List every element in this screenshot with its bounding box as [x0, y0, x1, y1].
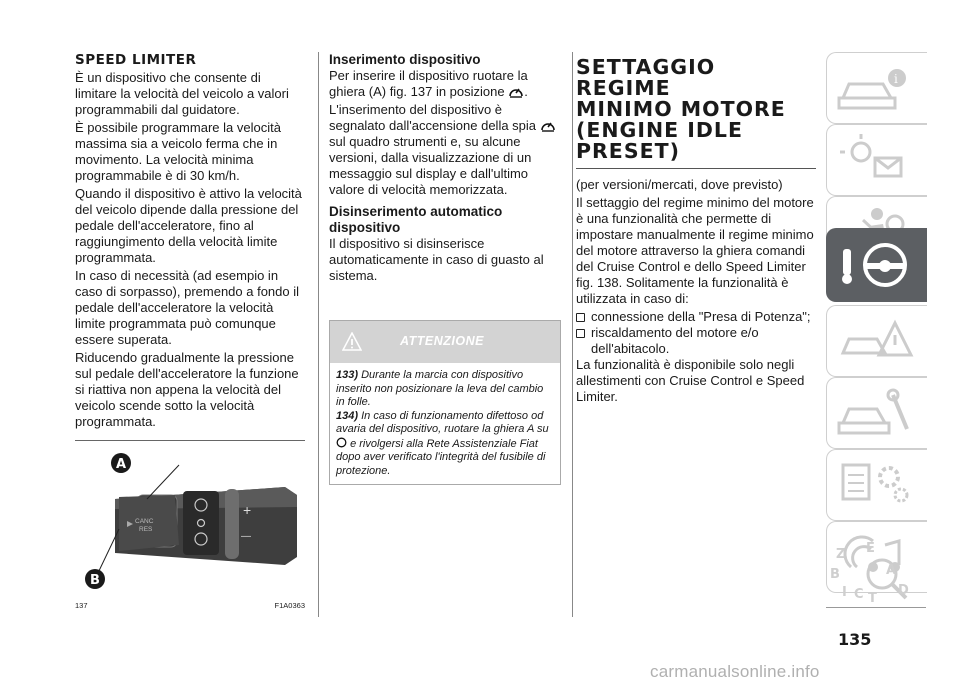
speed-limiter-warning-light-icon — [540, 119, 556, 132]
figure-divider — [75, 440, 305, 441]
tab-warning-lights[interactable] — [826, 124, 927, 196]
paragraph: È possibile programmare la velocità massima sia a veicolo ferma che in movimento. La velocità minima programmabile è di 30 km/h. — [75, 120, 281, 183]
warning-item-text: Durante la marcia con dispositivo inserito non posizionare la leva del cambio in folle. — [336, 369, 544, 408]
tab-maintenance[interactable] — [826, 377, 927, 449]
warning-item-number: 134) — [336, 409, 359, 422]
bullet-text: connessione della "Presa di Potenza"; — [591, 309, 811, 324]
bullet-item — [576, 309, 816, 325]
tab-emergency[interactable] — [826, 305, 927, 377]
subheading-line: dispositivo — [329, 220, 401, 235]
svg-text:i: i — [894, 72, 898, 86]
steering-wheel-key-icon — [833, 235, 923, 295]
title-line: SETTAGGIO REGIME — [576, 55, 716, 100]
warning-body — [330, 363, 560, 484]
technical-data-icon — [833, 455, 923, 515]
figure-number: 137 — [75, 601, 88, 610]
warning-box — [329, 320, 561, 485]
speed-limiter-icon — [508, 85, 524, 98]
paragraph — [329, 68, 561, 100]
paragraph-text: Per inserire il dispositivo ruotare la ghiera (A) fig. 137 in posizione — [329, 68, 528, 99]
paragraph: Il dispositivo si disinserisce automaticamente in caso di guasto al sistema. — [329, 236, 544, 283]
paragraph: (per versioni/mercati, dove previsto) — [576, 177, 783, 192]
section-title — [576, 57, 816, 162]
res-label: RES — [139, 526, 153, 533]
maintenance-icon — [833, 383, 923, 443]
column-divider — [318, 52, 319, 617]
warning-item — [336, 369, 554, 410]
title-line: PRESET) — [576, 139, 680, 163]
paragraph: Riducendo gradualmente la pressione sul pedale dell'acceleratore la funzione si riattiva non appena la velocità del veicolo scende sotto la velocità programmata. — [75, 350, 299, 429]
index-letter: A — [886, 563, 897, 578]
index-letter: C — [854, 587, 864, 602]
warning-item — [336, 410, 554, 479]
label-b: B — [90, 573, 100, 588]
bullet-square-icon — [576, 313, 585, 322]
paragraph: È un dispositivo che consente di limitare la velocità del veicolo a valori programmabili dal guidatore. — [75, 70, 289, 117]
column-settaggio — [576, 52, 816, 407]
bullet-text: riscaldamento del motore e/o dell'abitacolo. — [591, 325, 759, 356]
emergency-icon — [833, 311, 923, 371]
subheading-disinserimento — [329, 204, 561, 236]
label-a: A — [116, 457, 127, 472]
plus-sign: + — [243, 502, 252, 518]
paragraph-text: sul quadro strumenti e, su alcune versioni, dalla visualizzazione di un messaggio sul display e dall'ultimo valore di velocità memorizzata. — [329, 134, 532, 197]
figure-caption — [75, 601, 305, 610]
index-letters — [826, 541, 926, 607]
figure-137 — [75, 447, 305, 599]
minus-sign: — — [241, 531, 251, 542]
warning-item-number: 133) — [336, 369, 359, 381]
figure-code: F1A0363 — [274, 601, 305, 610]
stalk-illustration — [75, 447, 305, 599]
warning-lights-icon — [833, 130, 923, 190]
canc-label: CANC — [135, 518, 154, 525]
column-divider — [572, 52, 573, 617]
section-heading: SPEED LIMITER — [75, 52, 197, 68]
warning-item-text: In caso di funzionamento difettoso od avaria del dispositivo, ruotare la ghiera A su — [336, 409, 549, 435]
paragraph — [329, 102, 561, 198]
tab-technical-data[interactable] — [826, 449, 927, 521]
warning-header — [330, 321, 560, 363]
paragraph: Quando il dispositivo è attivo la velocità del veicolo dipende dalla pressione del pedale dell'acceleratore, fino al raggiungimento della velocità limite programmata. — [75, 186, 302, 265]
watermark: carmanualsonline.info — [650, 662, 820, 681]
title-line: (ENGINE IDLE — [576, 118, 743, 142]
title-divider — [576, 168, 816, 169]
index-letter: E — [866, 541, 875, 556]
paragraph-text: L'inserimento del dispositivo è segnalato dall'accensione della spia — [329, 102, 537, 133]
index-letter: D — [898, 583, 909, 598]
tab-index[interactable] — [826, 541, 926, 607]
paragraph: In caso di necessità (ad esempio in caso di sorpasso), premendo a fondo il pedale dell'acceleratore la velocità limite programmata può comunque essere superata. — [75, 268, 300, 347]
sidebar-bottom-rule — [826, 607, 926, 608]
index-letter: I — [842, 585, 847, 600]
bullet-square-icon — [576, 329, 585, 338]
warning-title: ATTENZIONE — [400, 334, 484, 348]
column-inserimento — [329, 52, 561, 485]
page-number: 135 — [838, 630, 872, 649]
paragraph-text: . — [524, 84, 528, 99]
tab-car-info[interactable] — [826, 52, 927, 124]
tab-starting-driving[interactable] — [826, 228, 927, 302]
index-letter: Z — [836, 547, 846, 562]
paragraph: La funzionalità è disponibile solo negli allestimenti con Cruise Control e Speed Limiter. — [576, 357, 805, 404]
index-letter: T — [868, 591, 877, 606]
subheading-inserimento: Inserimento dispositivo — [329, 52, 481, 67]
subheading-line: Disinserimento automatico — [329, 204, 503, 219]
warning-item-text: e rivolgersi alla Rete Assistenziale Fiat dopo aver verificato l'integrità del fusibile di protezione. — [336, 437, 546, 477]
car-info-icon — [833, 58, 923, 118]
warning-triangle-icon — [342, 332, 362, 352]
paragraph: Il settaggio del regime minimo del motore è una funzionalità che permette di impostare manualmente il regime minimo del motore attraverso la ghiera comandi del Cruise Control e dello Speed Limiter fig. 138. Solitamente la funzionalità è utilizzata in caso di: — [576, 195, 814, 306]
bullet-item — [576, 325, 816, 357]
column-speed-limiter — [75, 52, 305, 610]
index-letter: B — [830, 567, 840, 582]
off-position-icon — [336, 437, 347, 448]
title-line: MINIMO MOTORE — [576, 97, 786, 121]
